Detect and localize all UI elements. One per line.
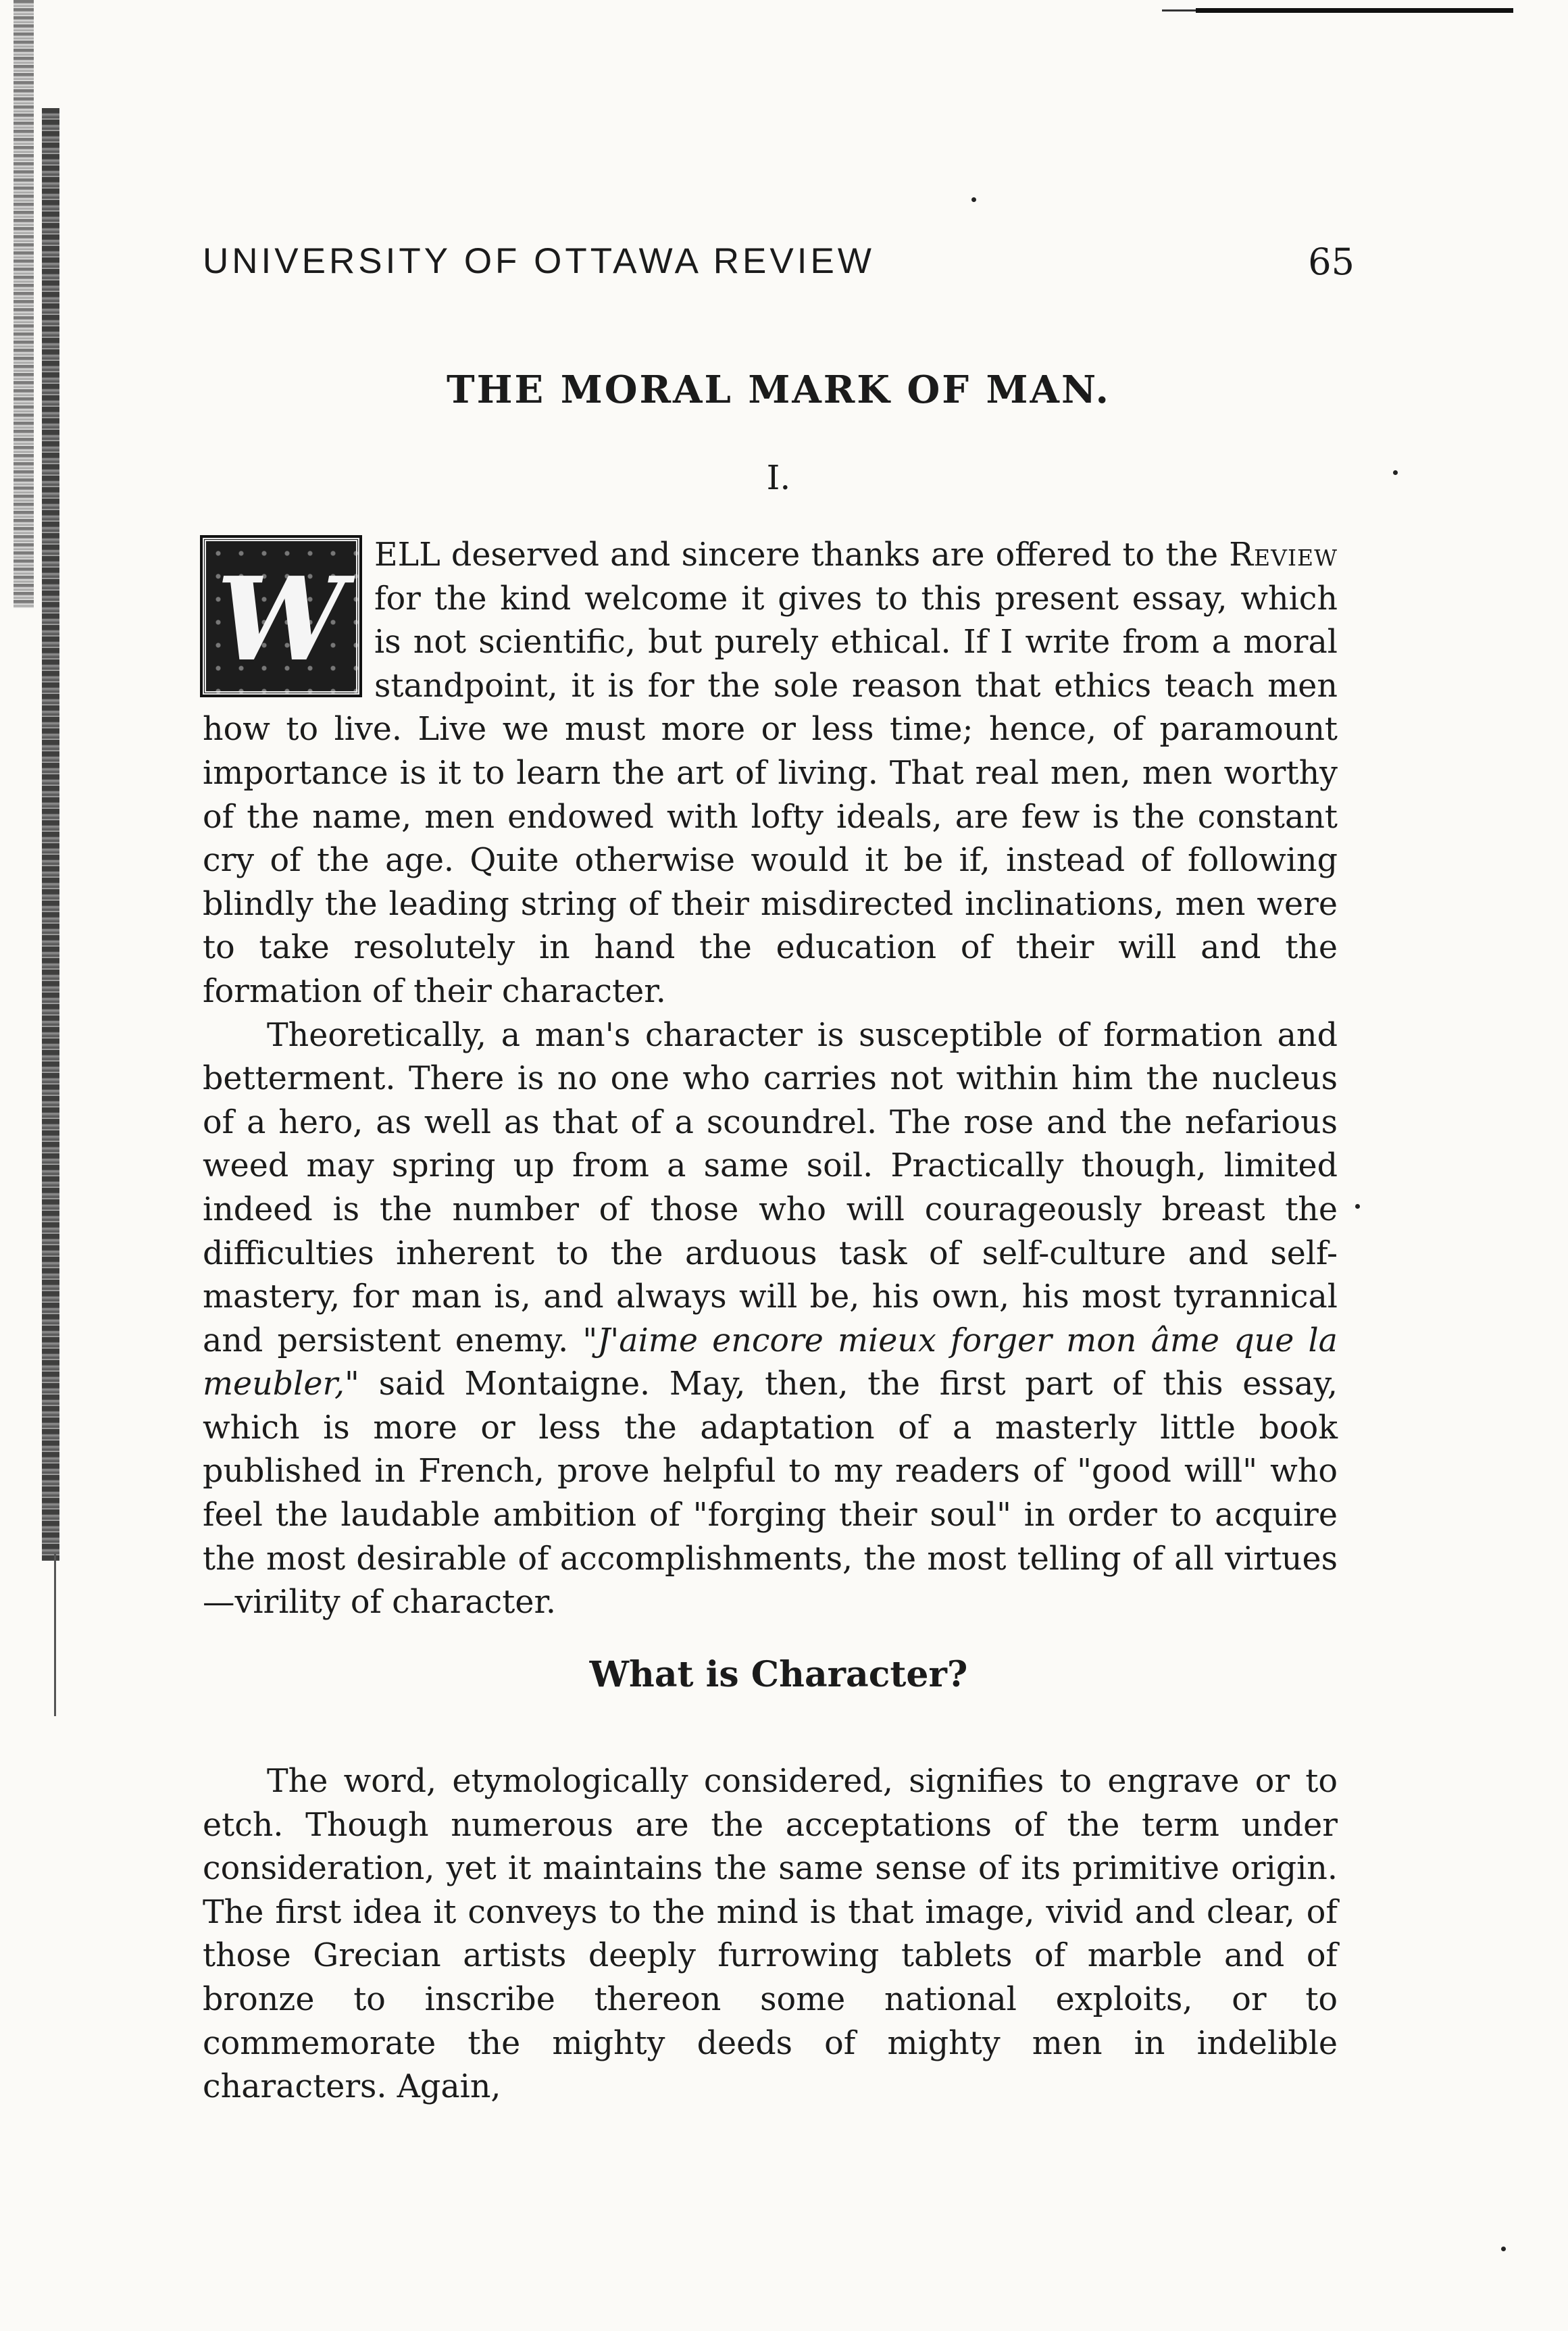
- running-head: UNIVERSITY OF OTTAWA REVIEW: [203, 241, 875, 281]
- binding-line: [54, 1554, 56, 1716]
- paragraph-1-text: for the kind welcome it gives to this present essay, which is not scientific, but purely ethical. If I write from a moral standpoint, it is for the sole reason that ethics teach men how to live. Live we must more or less time; hence, of paramount importance is it to learn the art of living. That real men, men worthy of the name, men endowed with lofty ideals, are few is the constant cry of the age. Quite otherwise would it be if, instead of following blindly the leading string of their misdirected inclinations, men were to take resolutely in hand the education of their will and the formation of their character.: [203, 580, 1338, 1010]
- montaigne-quote: "J'aime encore mieux forger mon âme que la meubler,": [203, 1322, 1338, 1403]
- section-number: I.: [766, 458, 791, 497]
- print-speck: [1355, 1204, 1360, 1209]
- binding-stitching: [42, 108, 59, 1561]
- paragraph-2-text-a: Theoretically, a man's character is susceptible of formation and betterment. There is no one who carries not within him the nucleus of a hero, as well as that of a scoundrel. The rose and the nefarious weed may spring up from a same soil. Practically though, limited indeed is the number of those who will courageously breast the difficulties inherent to the arduous task of self-culture and self-mastery, for man is, and always will be, his own, his most tyrannical and persistent enemy.: [203, 1016, 1338, 1359]
- paragraph-1-opening: ELL deserved and sincere thanks are offered to the: [374, 536, 1230, 574]
- print-speck: [1501, 2247, 1506, 2251]
- drop-cap: W: [203, 538, 359, 695]
- section-heading: What is Character?: [589, 1654, 968, 1695]
- paragraph-1: [203, 534, 1338, 1014]
- paragraph-2: [203, 1014, 1338, 1625]
- page-number: 65: [1308, 241, 1355, 283]
- binding-shadow: [14, 0, 34, 608]
- print-speck: [971, 197, 976, 202]
- page-header: [203, 241, 1355, 301]
- print-speck: [1393, 470, 1398, 475]
- article-title: THE MORAL MARK OF MAN.: [446, 368, 1111, 412]
- article-body-continued: [203, 1760, 1338, 2109]
- top-rule: [1196, 8, 1513, 13]
- article-body: [203, 534, 1338, 1625]
- paragraph-2-text-b: said Montaigne. May, then, the first part of this essay, which is more or less the adaptation of a masterly little book published in French, prove helpful to my readers of "good will" who feel the laudable ambition of "forging their soul" in order to acquire the most desirable of accomplishments, the most telling of all virtues—virility of character.: [203, 1365, 1338, 1622]
- paragraph-3: The word, etymologically considered, signifies to engrave or to etch. Though numerous are the acceptations of the term under consideration, yet it maintains the same sense of its primitive origin. The first idea it conveys to the mind is that image, vivid and clear, of those Grecian artists deeply furrowing tablets of marble and of bronze to inscribe thereon some national exploits, or to commemorate the mighty deeds of mighty men in indelible characters. Again,: [203, 1763, 1338, 2106]
- binding-edge: [0, 0, 64, 1730]
- review-small-caps: Review: [1229, 536, 1338, 574]
